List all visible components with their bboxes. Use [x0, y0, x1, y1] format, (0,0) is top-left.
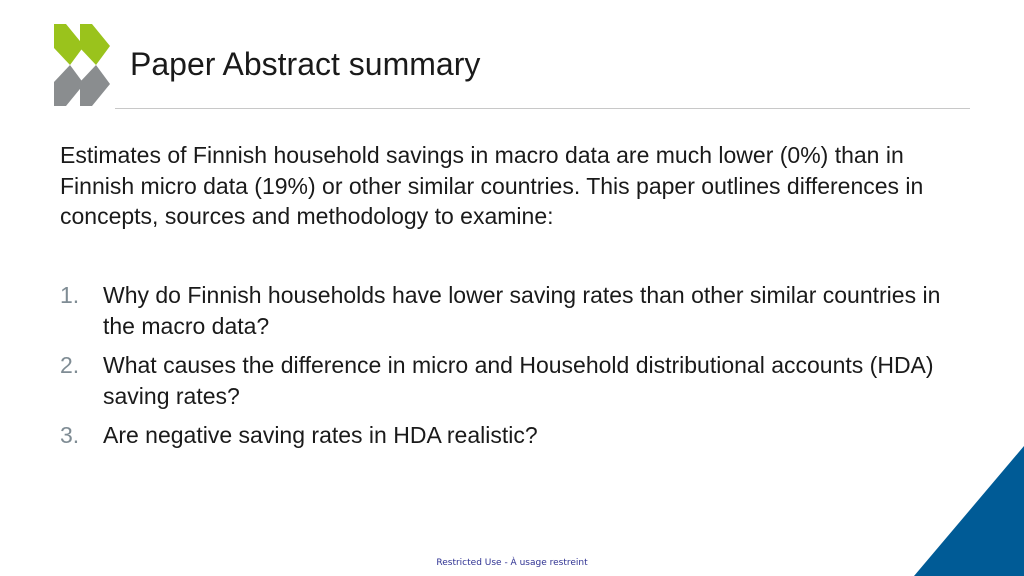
list-item-number: 1. [60, 282, 80, 308]
intro-paragraph: Estimates of Finnish household savings in macro data are much lower (0%) than in Finnish micro data (19%) or other similar countries. This paper outlines differences in concepts, sources and methodology to examine: [60, 142, 924, 229]
title-divider [115, 108, 970, 109]
list-item-text: Are negative saving rates in HDA realistic? [103, 422, 538, 448]
classification-footer: Restricted Use - À usage restreint [436, 558, 588, 568]
chevron-left-green [54, 24, 84, 65]
list-item [60, 350, 970, 411]
question-list [60, 280, 970, 460]
list-item [60, 420, 970, 451]
list-item [60, 280, 970, 341]
list-item-number: 3. [60, 422, 80, 448]
chevron-right-grey [80, 65, 110, 106]
oecd-chevrons-icon [54, 24, 110, 106]
corner-triangle-decoration [914, 446, 1024, 576]
list-item-text: Why do Finnish households have lower saving rates than other similar countries in the macro data? [103, 282, 941, 339]
chevron-right-green [80, 24, 110, 65]
list-item-number: 2. [60, 352, 80, 378]
slide-title: Paper Abstract summary [130, 46, 481, 82]
list-item-text: What causes the difference in micro and Household distributional accounts (HDA) saving rates? [103, 352, 934, 409]
chevron-left-grey [54, 65, 84, 106]
